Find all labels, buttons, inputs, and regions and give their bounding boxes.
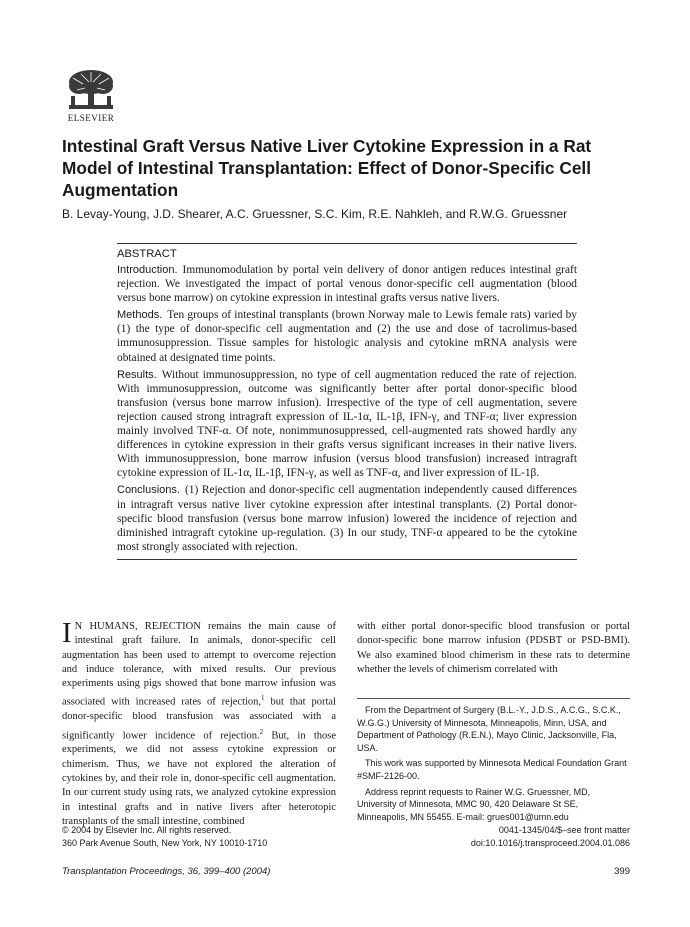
body-text-1: N HUMANS, REJECTION remains the main cause of intestinal graft failure. In animals, donor-specific cell augmentation has been used to attempt to overcome rejection and induce tolerance, with mixed results. Our previous experiments using pigs showed that bone marrow infusion was associated with increased rates of rejection, xyxy=(62,621,336,708)
affiliation-department: From the Department of Surgery (B.L.-Y., J.D.S., A.C.G., S.C.K., W.G.G.) University of Minnesota, Minneapolis, Minn, USA, and Department of Pathology (R.E.N.), Mayo Clinic, Jacksonville, Fla, USA. xyxy=(357,705,621,753)
copyright-line: © 2004 by Elsevier Inc. All rights reserved. xyxy=(62,825,232,835)
reference-1[interactable]: 1 xyxy=(261,694,265,703)
page-number: 399 xyxy=(614,866,630,877)
dropcap: I xyxy=(62,617,72,649)
methods-label: Methods. xyxy=(117,309,163,322)
copyright-block xyxy=(62,824,267,849)
abstract-results xyxy=(117,368,577,481)
affiliation-reprint: Address reprint requests to Rainer W.G. Gruessner, MD, University of Minnesota, MMC 90, 420 Delaware St SE, Minneapolis, MN 55455. E-mail: grues001@umn.edu xyxy=(357,786,591,822)
conclusions-text: (1) Rejection and donor-specific cell augmentation independently caused differences in intragraft versus native liver cytokine expression after intestinal transplants. (2) Portal donor-specific blood transfusion (versus bone marrow infusion) lowered the incidence of rejection and diminished intragraft cytokine up-regulation. (3) In our study, TNF-α appeared to be the cytokine most strongly associated with rejection. xyxy=(117,484,577,553)
abstract-box xyxy=(117,243,577,560)
issn-line: 0041-1345/04/$–see front matter xyxy=(498,825,630,835)
abstract-introduction xyxy=(117,263,577,305)
abstract-conclusions xyxy=(117,483,577,553)
doi-line[interactable]: doi:10.1016/j.transproceed.2004.01.086 xyxy=(470,837,630,848)
intro-label: Introduction. xyxy=(117,264,178,276)
results-label: Results. xyxy=(117,368,157,381)
elsevier-logo xyxy=(60,68,122,123)
publisher-name: ELSEVIER xyxy=(67,113,115,123)
body-text-2: but that portal donor-specific blood transfusion was associated with a significantly lower incidence of rejection. xyxy=(62,696,336,742)
body-right-column: with either portal donor-specific blood transfusion or portal donor-specific bone marrow infusion (PDSBT or PSD-BMI). We also examined blood chimerism in these rats to determine whether the levels of chimerism correlated with xyxy=(357,621,630,675)
methods-text: Ten groups of intestinal transplants (brown Norway male to Lewis female rats) varied by (1) the type of donor-specific cell augmentation and (2) the use and dose of tacrolimus-based immunosuppression. Tissue samples for histologic analysis and cytokine mRNA analysis were obtained at designated time points. xyxy=(117,309,577,364)
reference-2[interactable]: 2 xyxy=(259,727,264,736)
author-list: B. Levay-Young, J.D. Shearer, A.C. Gruessner, S.C. Kim, R.E. Nahkleh, and R.W.G. Gruessner xyxy=(62,207,568,221)
article-title: Intestinal Graft Versus Native Liver Cytokine Expression in a Rat Model of Intestinal Transplantation: Effect of Donor-Specific Cell Augmentation xyxy=(62,136,592,200)
abstract-methods xyxy=(117,308,577,364)
conclusions-label: Conclusions. xyxy=(117,484,180,497)
abstract-heading: ABSTRACT xyxy=(117,248,177,260)
intro-text: Immunomodulation by portal vein delivery of donor antigen reduces intestinal graft rejection. We investigated the impact of portal venous donor-specific cell augmentation (blood versus bone marrow) on cytokine expression in intestinal grafts versus native livers. xyxy=(117,264,577,305)
identifier-block xyxy=(471,824,630,849)
affiliation-footnote xyxy=(357,698,630,826)
elsevier-tree-icon xyxy=(63,68,119,112)
journal-citation: Transplantation Proceedings, 36, 399–400 (2004) xyxy=(62,866,271,877)
affiliation-funding: This work was supported by Minnesota Medical Foundation Grant #SMF-2126-00. xyxy=(357,758,627,781)
body-text-3: But, in those experiments, we did not assess cytokine expression or chimerism. Thus, we have not explored the alteration of cytokines by, and their role in, donor-specific cell augmentation. In our current study using rats, we analyzed cytokine expression in intestinal grafts and in native livers after heterotopic transplants of the small intestine, combined xyxy=(62,730,336,827)
results-text: Without immunosuppression, no type of cell augmentation reduced the rate of rejection. With immunosuppression, outcome was significantly better after portal donor-specific blood transfusion (versus bone marrow infusion). Irrespective of the type of cell augmentation, severe rejection caused strong intragraft expression of IL-1α, IL-1β, IFN-γ, and TNF-α; liver expression mainly involved TNF-α. Of note, nonimmunosuppressed, cell-augmented rats showed hardly any differences in cytokine expression in their grafts versus significant increases in their native livers. With immunosuppression, bone marrow infusion (versus blood transfusion) increased intragraft cytokine expression of IL-1α, IL-1β, IFN-γ, as well as TNF-α, and liver expression of IL-1β. xyxy=(117,368,577,480)
body-left-column xyxy=(62,617,336,829)
publisher-address: 360 Park Avenue South, New York, NY 10010-1710 xyxy=(62,837,268,848)
